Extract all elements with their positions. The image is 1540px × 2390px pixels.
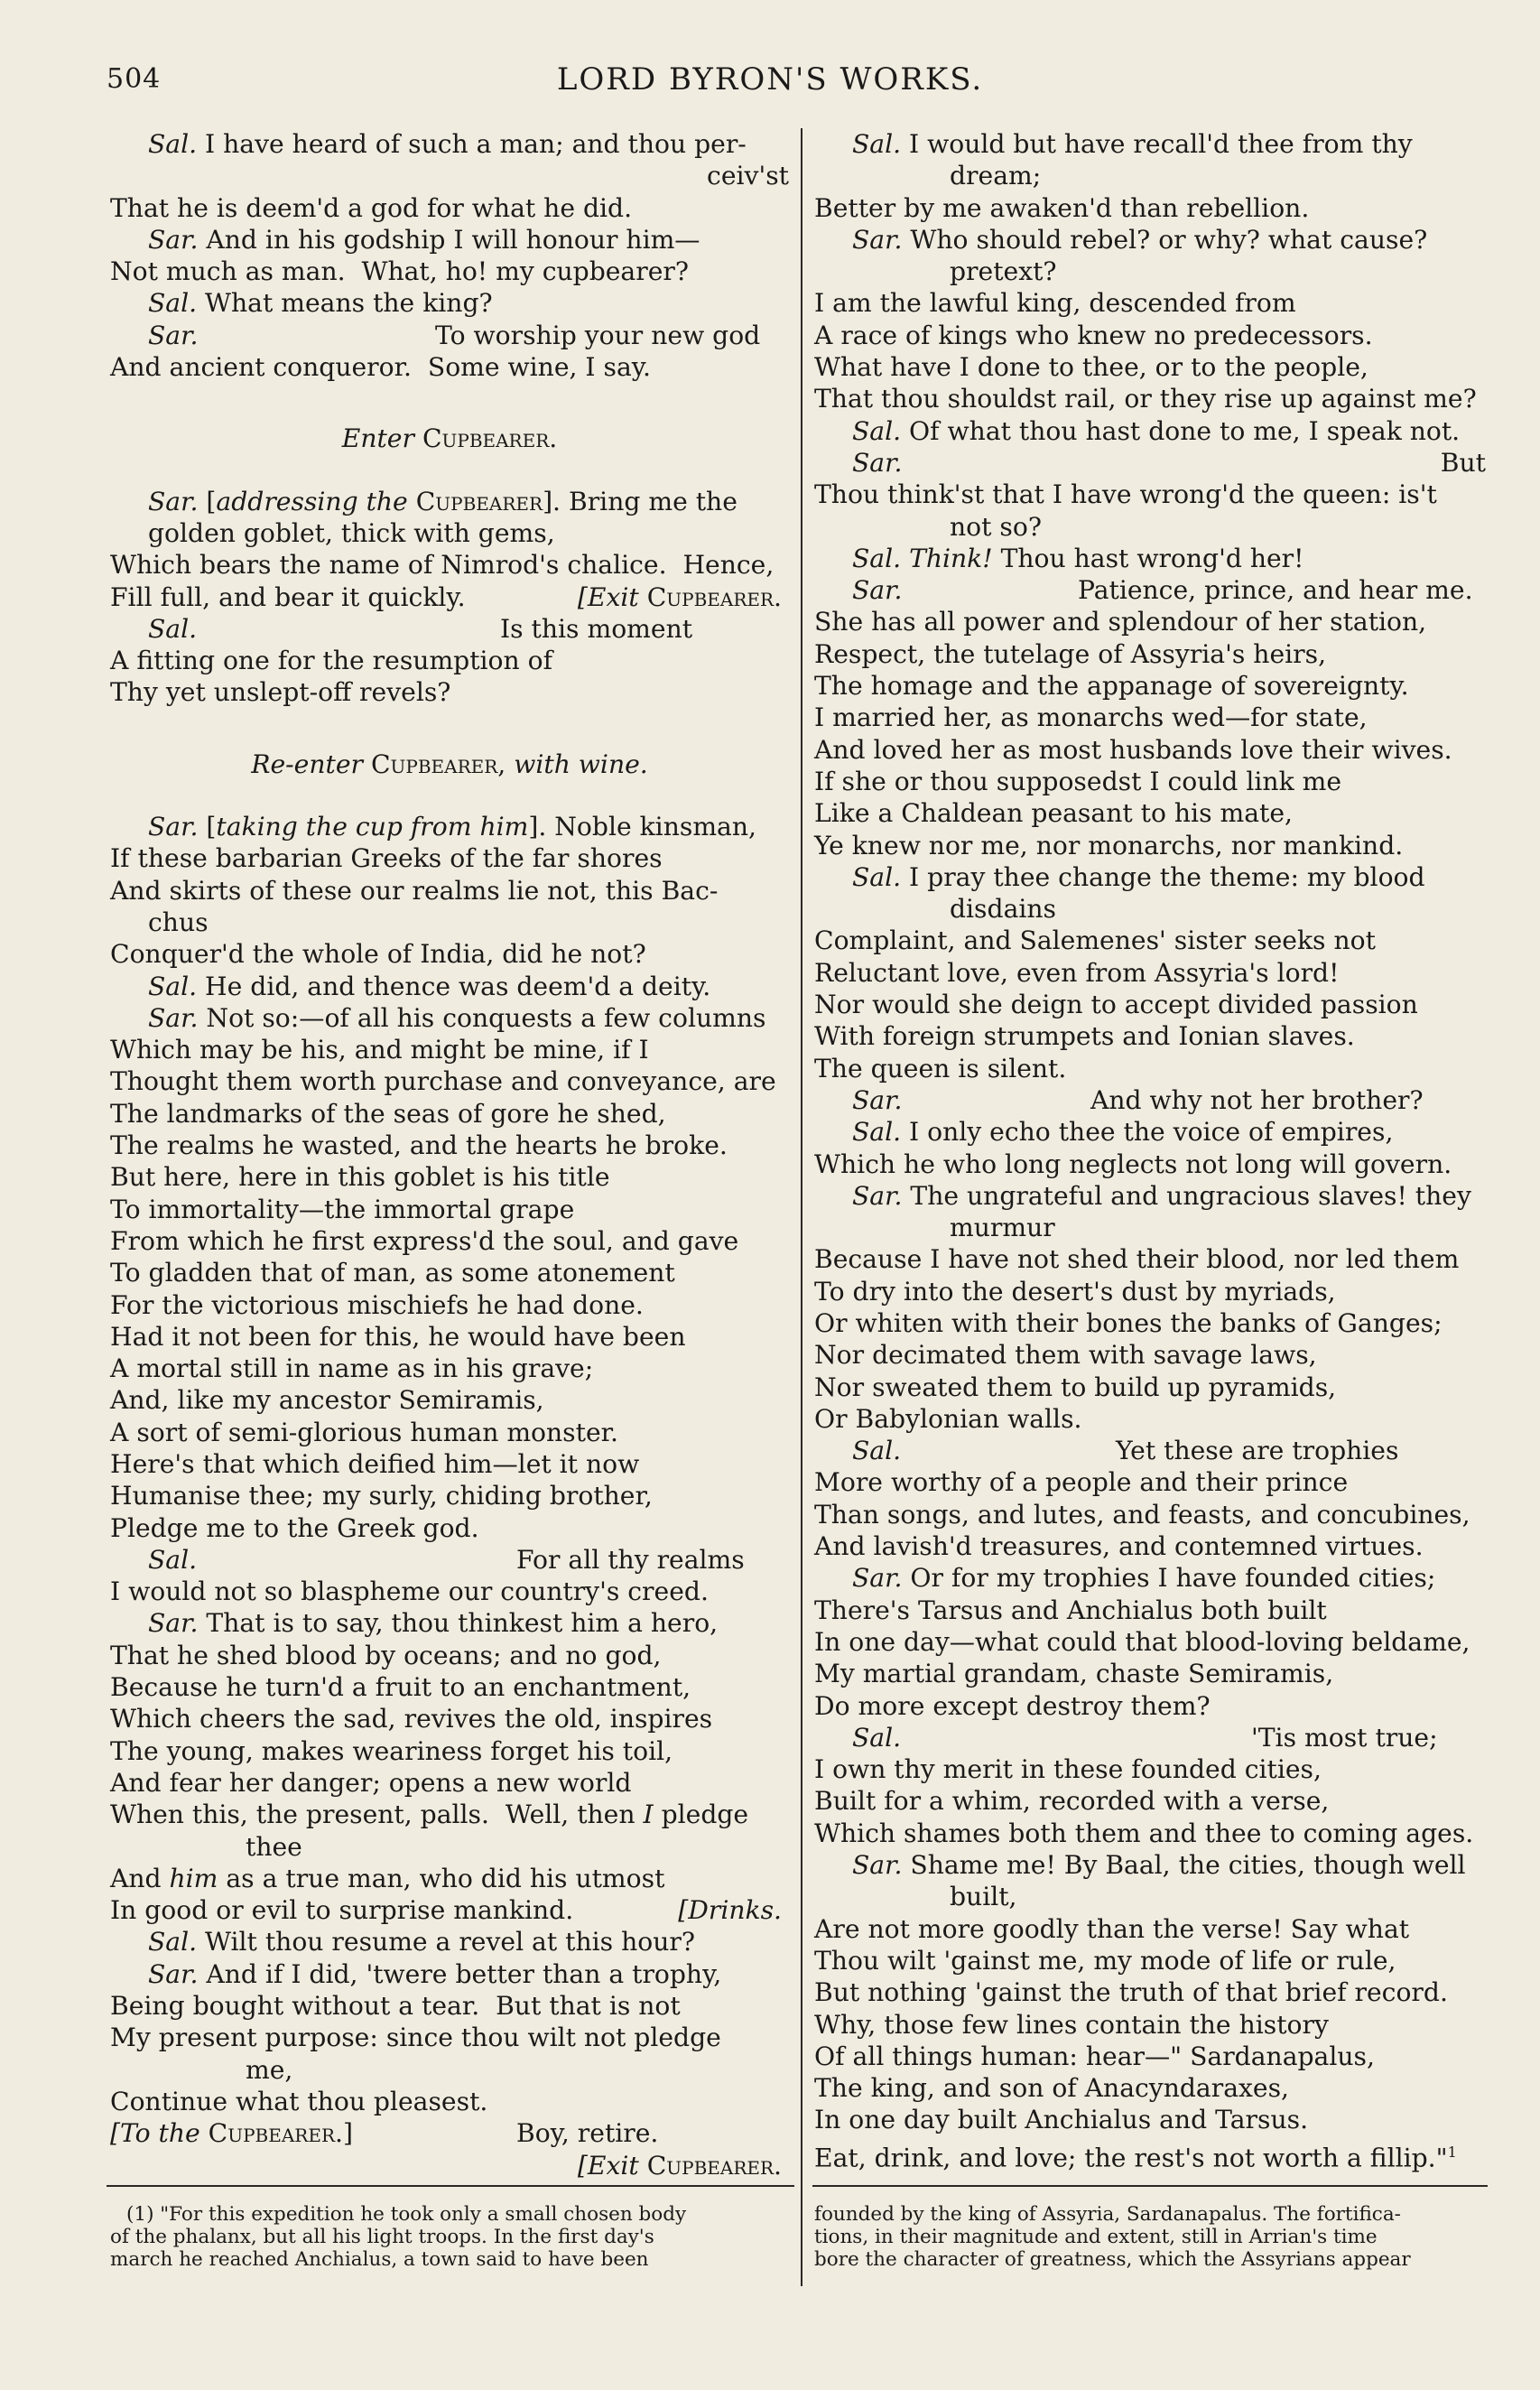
character-name: Cupbearer.: [646, 581, 782, 612]
line-text: Bring me the: [561, 486, 738, 516]
verse-line: Which bears the name of Nimrod's chalice. Hence,: [110, 550, 775, 581]
line-text: Yet these are trophies: [1116, 1436, 1399, 1466]
speaker: Sal.: [852, 129, 902, 159]
emphasis: Think!: [909, 543, 993, 573]
character-name: Cupbearer.: [422, 423, 558, 454]
verse-line: [814, 1562, 1486, 1594]
footnote-line: (1) "For this expedition he took only a small chosen body: [126, 2203, 687, 2226]
line-text: pledge: [653, 1799, 749, 1830]
line-text: Fill full, and bear it quickly.: [110, 581, 466, 612]
verse-line: Continue what thou pleasest.: [110, 2086, 488, 2116]
footnote-left: [110, 2203, 789, 2271]
verse-line: me,: [246, 2054, 293, 2085]
verse-line: More worthy of a people and their prince: [814, 1467, 1349, 1498]
stage-direction-detail: with wine.: [514, 749, 648, 779]
stage-direction: taking the cup from him: [216, 812, 529, 842]
verse-line: Or Babylonian walls.: [814, 1403, 1082, 1434]
verse-line: Pledge me to the Greek god.: [110, 1512, 479, 1543]
verse-line: [110, 2117, 789, 2149]
verse-line: The homage and the appanage of sovereignty.: [814, 671, 1409, 702]
line-text: I have heard of such a man; and thou per-: [197, 129, 747, 159]
verse-line: In one day—what could that blood-loving beldame,: [814, 1626, 1470, 1657]
verse-line: I would not so blaspheme our country's creed.: [110, 1576, 709, 1607]
line-text: Who should rebel? or why? what cause?: [902, 224, 1428, 255]
verse-line: My present purpose: since thou wilt not pledge: [110, 2023, 721, 2053]
speaker: Sal.: [852, 1436, 902, 1466]
verse-line: That thou shouldst rail, or they rise up against me?: [814, 384, 1477, 414]
speaker: Sar.: [148, 1002, 199, 1033]
speaker: Sal.: [852, 861, 902, 892]
line-text: Boy, retire.: [516, 2118, 659, 2149]
verse-line: Here's that which deified him—let it now: [110, 1448, 640, 1479]
verse-line: Why, those few lines contain the history: [814, 2009, 1329, 2040]
verse-line: Nor decimated them with savage laws,: [814, 1340, 1317, 1371]
verse-line: [110, 1863, 789, 1894]
verse-line: There's Tarsus and Anchialus both built: [814, 1595, 1327, 1625]
running-head: LORD BYRON'S WORKS.: [556, 61, 984, 98]
verse-line: Sar. [addressing the Cupbearer]. Bring me the: [148, 486, 738, 516]
verse-line: [814, 1849, 1486, 1881]
verse-line: [814, 1435, 1486, 1466]
line-text: That is to say, thou thinkest him a hero,: [198, 1608, 719, 1639]
verse-line: Humanise thee; my surly, chiding brother,: [110, 1481, 653, 1511]
speaker: Sar.: [852, 224, 903, 255]
speaker: Sar.: [148, 812, 199, 842]
verse-line: For the victorious mischiefs he had done.: [110, 1289, 644, 1320]
character-name: Cupbearer.: [646, 2150, 782, 2181]
verse-line: [110, 128, 789, 160]
emphasis: I: [643, 1799, 654, 1830]
verse-line: Being bought without a tear. But that is not: [110, 1991, 681, 2022]
line-text: For all thy realms: [516, 1544, 745, 1575]
verse-line: I am the lawful king, descended from: [814, 288, 1296, 319]
line-text: Not so:—of all his conquests a few columns: [198, 1002, 766, 1033]
verse-line: She has all power and splendour of her station,: [814, 607, 1427, 637]
speaker: Sar.: [852, 1084, 903, 1115]
speaker: Sal.: [852, 415, 902, 446]
stage-direction-verb: Re-enter: [251, 749, 363, 779]
verse-line: [814, 861, 1486, 893]
speaker: Sar.: [852, 1850, 903, 1881]
verse-line: Or whiten with their bones the banks of Ganges;: [814, 1307, 1443, 1338]
verse-line: To immortality—the immortal grape: [110, 1194, 575, 1224]
speaker: Sal.: [852, 543, 902, 573]
verse-line: Because he turn'd a fruit to an enchantment,: [110, 1672, 691, 1703]
footnote-divider: [812, 2185, 1488, 2187]
verse-line: A race of kings who knew no predecessors.: [814, 320, 1373, 350]
verse-line: [814, 128, 1486, 160]
stage-direction: [110, 749, 789, 780]
character-name: Cupbearer: [415, 486, 543, 516]
verse-line: A sort of semi-glorious human monster.: [110, 1417, 618, 1447]
verse-line: [110, 1926, 789, 1958]
verse-line: Which he who long neglects not long will govern.: [814, 1149, 1452, 1179]
footnote-marker[interactable]: 1: [1447, 2143, 1457, 2161]
speaker: Sar.: [148, 1608, 199, 1639]
verse-line: ceiv'st: [707, 161, 789, 191]
verse-line: If she or thou supposedst I could link me: [814, 766, 1342, 796]
character-name: Cupbearer.]: [208, 2118, 353, 2149]
speaker: Sal.: [148, 971, 198, 1001]
verse-line: That he is deem'd a god for what he did.: [110, 192, 633, 223]
verse-line: Which shames both them and thee to coming ages.: [814, 1818, 1474, 1848]
line-text: Of what thou hast done to me, I speak not.: [901, 415, 1461, 446]
emphasis: him: [169, 1863, 218, 1893]
speaker: Sal.: [148, 1544, 198, 1575]
verse-line: thee: [246, 1831, 302, 1862]
verse-line: [110, 1002, 789, 1034]
line-text: Wilt thou resume a revel at this hour?: [197, 1927, 695, 1958]
footnote-divider: [107, 2185, 794, 2187]
verse-line: golden goblet, thick with gems,: [148, 517, 555, 548]
verse-line: not so?: [950, 511, 1042, 542]
verse-line: [814, 1180, 1486, 1212]
footnote-line: tions, in their magnitude and extent, still in Arrian's time: [814, 2226, 1378, 2248]
verse-line: Respect, the tutelage of Assyria's heirs,: [814, 638, 1327, 669]
speaker: Sar.: [148, 224, 199, 255]
verse-line: My martial grandam, chaste Semiramis,: [814, 1659, 1334, 1689]
verse-line: [110, 2150, 789, 2181]
speaker: Sar.: [148, 320, 199, 350]
line-text: What means the king?: [197, 288, 493, 319]
line-text: Shame me! By Baal, the cities, though well: [902, 1850, 1466, 1881]
verse-line: Thy yet unslept-off revels?: [110, 677, 451, 708]
verse-line: A fitting one for the resumption of: [110, 646, 553, 676]
verse-line: [110, 224, 789, 256]
footnote-line: founded by the king of Assyria, Sardanapalus. The fortifica-: [814, 2203, 1401, 2226]
speaker: Sal.: [148, 129, 198, 159]
stage-direction: [To the: [110, 2118, 200, 2149]
footnote-line: bore the character of greatness, which the Assyrians appear: [814, 2248, 1411, 2271]
verse-line: Conquer'd the whole of India, did he not?: [110, 939, 646, 970]
line-text: Noble kinsman,: [546, 812, 756, 842]
verse-line: Complaint, and Salemenes' sister seeks not: [814, 925, 1376, 956]
verse-line: And skirts of these our realms lie not, this Bac-: [110, 875, 719, 906]
left-column: [110, 128, 789, 2181]
line-text: Patience, prince, and hear me.: [1078, 575, 1473, 606]
verse-line: Which cheers the sad, revives the old, inspires: [110, 1704, 713, 1734]
line-text: Is this moment: [500, 613, 693, 644]
verse-line: dream;: [950, 161, 1042, 191]
verse-line: Which may be his, and might be mine, if I: [110, 1035, 649, 1065]
verse-line: [814, 1722, 1486, 1753]
verse-line: Thought them worth purchase and conveyance, are: [110, 1066, 776, 1097]
footnote-right: [814, 2203, 1486, 2271]
verse-line: built,: [950, 1882, 1017, 1912]
column-divider: [801, 128, 802, 2286]
verse-line: And, like my ancestor Semiramis,: [110, 1385, 544, 1416]
stage-direction: [Exit: [577, 581, 639, 612]
verse-line: Sar. [taking the cup from him]. Noble kinsman,: [148, 812, 756, 842]
verse-line: Nor would she deign to accept divided passion: [814, 990, 1418, 1020]
line-text: To worship your new god: [435, 320, 761, 350]
verse-line: And lavish'd treasures, and contemned virtues.: [814, 1531, 1424, 1562]
verse-line: A mortal still in name as in his grave;: [110, 1353, 594, 1384]
footnote-line: of the phalanx, but all his light troops. In the first day's: [110, 2226, 654, 2248]
verse-line: Reluctant love, even from Assyria's lord!: [814, 957, 1340, 988]
verse-line: With foreign strumpets and Ionian slaves.: [814, 1021, 1355, 1052]
verse-line: pretext?: [950, 256, 1057, 287]
verse-line: [814, 543, 1486, 574]
verse-line: Thou think'st that I have wrong'd the queen: is't: [814, 479, 1437, 510]
verse-line: [110, 971, 789, 1002]
stage-direction: [Exit: [577, 2150, 639, 2181]
speaker: Sal.: [852, 1117, 902, 1148]
verse-line: [110, 581, 789, 613]
line-text: And if I did, 'twere better than a trophy,: [198, 1958, 722, 1989]
line-text: In good or evil to surprise mankind.: [110, 1895, 574, 1926]
verse-line: In one day built Anchialus and Tarsus.: [814, 2105, 1309, 2135]
line-text: And: [110, 1863, 170, 1893]
verse-line: [814, 1116, 1486, 1148]
line-text: Thou hast wrong'd her!: [992, 543, 1304, 573]
verse-line: [110, 1958, 789, 1990]
speaker: Sar.: [148, 1958, 199, 1989]
verse-line: [110, 1894, 789, 1926]
verse-line: Of all things human: hear—" Sardanapalus,: [814, 2041, 1375, 2071]
verse-line: To gladden that of man, as some atonement: [110, 1258, 675, 1288]
speaker: Sal.: [148, 288, 198, 319]
verse-line: And fear her danger; opens a new world: [110, 1767, 632, 1798]
stage-direction: [110, 423, 789, 454]
verse-line: The king, and son of Anacyndaraxes,: [814, 2073, 1289, 2104]
verse-line: But here, here in this goblet is his title: [110, 1162, 610, 1193]
verse-line: If these barbarian Greeks of the far shores: [110, 843, 663, 874]
verse-line: [110, 320, 789, 351]
verse-line: That he shed blood by oceans; and no god,: [110, 1640, 662, 1670]
stage-direction-verb: Enter: [341, 423, 414, 454]
footnote-line: march he reached Anchialus, a town said to have been: [110, 2248, 649, 2271]
verse-line: [110, 1544, 789, 1576]
line-text: I would but have recall'd thee from thy: [901, 129, 1413, 159]
verse-line: [814, 574, 1486, 606]
line-text: But: [1440, 447, 1486, 478]
line-text: And why not her brother?: [1090, 1084, 1424, 1115]
verse-line: Built for a whim, recorded with a verse,: [814, 1786, 1330, 1817]
verse-line: And ancient conqueror. Some wine, I say.: [110, 352, 651, 383]
speaker: Sal.: [148, 1927, 198, 1958]
verse-line: The queen is silent.: [814, 1053, 1067, 1083]
line-text: Or for my trophies I have founded cities;: [902, 1563, 1436, 1594]
line-text: He did, and thence was deem'd a deity.: [197, 971, 711, 1001]
speaker: Sar.: [852, 1180, 903, 1211]
speaker: Sal.: [148, 613, 198, 644]
speaker: Sar.: [148, 486, 199, 516]
verse-line: To dry into the desert's dust by myriads,: [814, 1276, 1336, 1307]
verse-line: [814, 1084, 1486, 1116]
line-text: When this, the present, palls. Well, then: [110, 1799, 644, 1830]
right-column: [814, 128, 1486, 2173]
line-text: as a true man, who did his utmost: [218, 1863, 665, 1893]
verse-line: [110, 613, 789, 645]
line-text: The ungrateful and ungracious slaves! they: [902, 1180, 1471, 1211]
verse-line: The realms he wasted, and the hearts he broke.: [110, 1130, 728, 1161]
verse-line: Had it not been for this, he would have been: [110, 1321, 686, 1352]
speaker: Sar.: [852, 447, 903, 478]
stage-direction: addressing the: [216, 486, 408, 516]
speaker: Sar.: [852, 575, 903, 606]
stage-direction: [Drinks.: [678, 1895, 782, 1926]
page-number: 504: [107, 63, 162, 95]
speaker: Sal.: [852, 1722, 902, 1753]
character-name: Cupbearer,: [370, 749, 506, 779]
verse-line: From which he first express'd the soul, and gave: [110, 1225, 739, 1256]
verse-line: Than songs, and lutes, and feasts, and concubines,: [814, 1499, 1470, 1530]
verse-line: [814, 224, 1486, 256]
verse-line: Ye knew nor me, nor monarchs, nor mankind.: [814, 830, 1404, 860]
speaker: Sar.: [852, 1563, 903, 1594]
verse-line: murmur: [950, 1213, 1055, 1243]
line-text: I only echo thee the voice of empires,: [901, 1117, 1394, 1148]
verse-line: And loved her as most husbands love their wives.: [814, 734, 1452, 765]
verse-line: [110, 287, 789, 319]
verse-line: disdains: [950, 894, 1057, 925]
verse-line: Because I have not shed their blood, nor led them: [814, 1244, 1460, 1275]
line-text: 'Tis most true;: [1251, 1722, 1438, 1753]
verse-line: [110, 1799, 789, 1830]
line-text: Eat, drink, and love; the rest's not worth a fillip.": [814, 2143, 1448, 2173]
verse-line: But nothing 'gainst the truth of that brief record.: [814, 1977, 1448, 2008]
verse-line: The landmarks of the seas of gore he shed,: [110, 1098, 666, 1129]
verse-line: Do more except destroy them?: [814, 1690, 1211, 1721]
verse-line: Nor sweated them to build up pyramids,: [814, 1372, 1337, 1402]
line-text: And in his godship I will honour him—: [198, 224, 700, 255]
verse-line: [814, 415, 1486, 447]
verse-line: [814, 447, 1486, 479]
verse-line: Thou wilt 'gainst me, my mode of life or rule,: [814, 1945, 1396, 1976]
verse-line: The young, makes weariness forget his toil,: [110, 1735, 673, 1766]
verse-line: chus: [148, 907, 209, 937]
verse-line: I own thy merit in these founded cities,: [814, 1754, 1322, 1785]
verse-line: What have I done to thee, or to the people,: [814, 352, 1368, 383]
verse-line: Are not more goodly than the verse! Say what: [814, 1913, 1410, 1944]
verse-line: Not much as man. What, ho! my cupbearer?: [110, 256, 689, 287]
verse-line: I married her, as monarchs wed—for state,: [814, 702, 1368, 733]
verse-line: Like a Chaldean peasant to his mate,: [814, 798, 1294, 829]
verse-line: [110, 1607, 789, 1639]
verse-line: Better by me awaken'd than rebellion.: [814, 192, 1310, 223]
line-text: I pray thee change the theme: my blood: [901, 861, 1425, 892]
verse-line: [814, 2136, 1486, 2173]
